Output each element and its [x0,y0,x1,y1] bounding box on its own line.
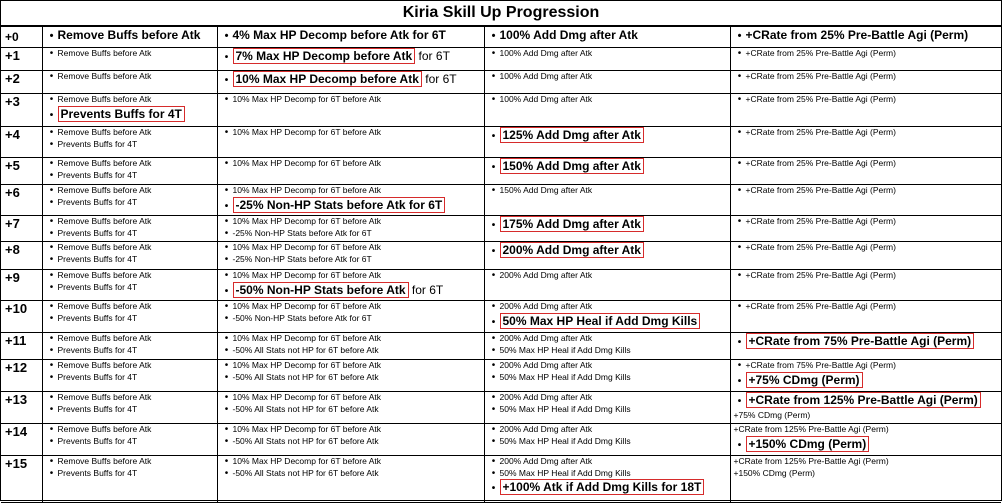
table-row [1,158,1001,185]
effect-cell [42,333,217,360]
effect-text: 100% Add Dmg after Atk [499,48,593,58]
effect-tail: for 6T [408,282,444,297]
highlighted-effect [488,216,727,234]
effect-cell [484,27,730,48]
effect-text: Prevents Buffs for 4T [57,138,138,149]
effect-text: Remove Buffs before Atk [57,424,152,434]
effect-line [221,254,481,266]
effect-line [488,360,727,372]
table-row [1,94,1001,127]
effect-tail: for 6T [415,49,450,63]
effect-line [46,468,214,480]
effect-cell [484,158,730,185]
effect-cell [42,242,217,270]
effect-text: +75% CDmg (Perm) [733,410,811,420]
effect-line [46,185,214,197]
effect-text: 10% Max HP Decomp for 6T before Atk [232,270,382,280]
effect-line [46,282,214,294]
effect-line [734,270,999,282]
effect-text: 50% Max HP Heal if Add Dmg Kills [499,403,631,414]
effect-cell [484,456,730,503]
table-row [1,71,1001,94]
effect-text: +150% CDmg (Perm) [746,436,870,452]
effect-cell [42,456,217,503]
effect-text: 200% Add Dmg after Atk [499,360,593,370]
level-cell: +4 [1,127,42,158]
effect-line [488,71,727,83]
effect-text: Prevents Buffs for 4T [57,312,138,323]
effect-line [734,48,999,60]
effect-text: Prevents Buffs for 4T [57,169,138,180]
table-row [1,48,1001,71]
effect-text: 200% Add Dmg after Atk [499,424,593,434]
effect-text: 10% Max HP Decomp for 6T before Atk [232,127,382,137]
effect-line [734,71,999,83]
effect-cell [484,301,730,333]
effect-line [221,27,481,44]
effect-text: 100% Add Dmg after Atk [499,71,593,81]
effect-text: Prevents Buffs for 4T [57,435,138,446]
effect-text: Remove Buffs before Atk [57,48,152,58]
effect-line [488,436,727,448]
effect-line [734,468,999,480]
effect-cell [217,270,484,301]
effect-cell [730,333,1001,360]
effect-text: 200% Add Dmg after Atk [499,270,593,280]
effect-text: 125% Add Dmg after Atk [500,127,644,143]
effect-line [221,313,481,325]
effect-line [734,424,999,436]
effect-line [46,404,214,416]
effect-cell [484,216,730,242]
effect-line [46,270,214,282]
level-cell: +3 [1,94,42,127]
effect-cell [217,158,484,185]
effect-line [221,158,481,170]
effect-cell [217,392,484,424]
level-cell: +15 [1,456,42,503]
effect-text: 10% Max HP Decomp for 6T before Atk [232,301,382,311]
effect-text: +150% CDmg (Perm) [733,467,815,478]
highlighted-effect [221,197,481,215]
effect-line [46,170,214,182]
effect-text: -50% All Stats not HP for 6T before Atk [232,403,379,414]
effect-text: 10% Max HP Decomp for 6T before Atk [232,360,382,370]
effect-text: 10% Max HP Decomp for 6T before Atk [232,94,382,104]
effect-text: 10% Max HP Decomp for 6T before Atk [232,424,382,434]
effect-cell [217,301,484,333]
effect-cell [42,94,217,127]
effect-line [488,424,727,436]
level-cell: +8 [1,242,42,270]
effect-text: -50% Non-HP Stats before Atk for 6T [232,312,372,323]
effect-line [221,436,481,448]
effect-text: +CRate from 25% Pre-Battle Agi (Perm) [745,48,896,58]
effect-line [221,94,481,106]
effect-text: +CRate from 25% Pre-Battle Agi (Perm) [745,158,896,168]
effect-text: -50% Non-HP Stats before Atk [233,282,409,298]
effect-line [46,424,214,436]
table-header-row [1,27,1001,48]
table-row [1,333,1001,360]
effect-line [46,345,214,357]
effect-cell [484,360,730,392]
effect-cell [217,185,484,216]
table-row [1,127,1001,158]
effect-line [488,468,727,480]
effect-line [46,197,214,209]
effect-cell [484,185,730,216]
effect-cell [484,94,730,127]
effect-line [221,242,481,254]
effect-text: Prevents Buffs for 4T [57,281,138,292]
effect-line [221,404,481,416]
effect-text: 175% Add Dmg after Atk [500,216,644,232]
table-row [1,242,1001,270]
effect-text: Remove Buffs before Atk [57,242,152,252]
effect-line [221,468,481,480]
effect-line [46,48,214,60]
effect-cell [730,392,1001,424]
effect-line [734,127,999,139]
effect-cell [42,158,217,185]
effect-text: Prevents Buffs for 4T [57,196,138,207]
effect-cell [42,71,217,94]
effect-line [221,185,481,197]
effect-cell [484,127,730,158]
level-cell: +0 [1,27,42,48]
highlighted-effect [46,106,214,124]
level-cell: +10 [1,301,42,333]
effect-line [221,127,481,139]
effect-text: +CRate from 75% Pre-Battle Agi (Perm) [745,360,896,370]
highlighted-effect [734,333,999,351]
effect-text: 100% Add Dmg after Atk [499,28,638,42]
effect-text: 10% Max HP Decomp for 6T before Atk [232,158,382,168]
effect-line [488,345,727,357]
effect-line [221,301,481,313]
effect-line [46,158,214,170]
effect-cell [730,27,1001,48]
effect-text: Remove Buffs before Atk [57,28,201,42]
effect-text: Prevents Buffs for 4T [57,467,138,478]
effect-line [734,27,999,44]
effect-text: Remove Buffs before Atk [57,456,152,466]
effect-line [734,185,999,197]
effect-line [488,301,727,313]
effect-cell [484,392,730,424]
effect-text: +CRate from 125% Pre-Battle Agi (Perm) [733,424,889,434]
effect-text: Remove Buffs before Atk [57,127,152,137]
effect-text: -25% Non-HP Stats before Atk for 6T [233,197,446,213]
effect-text: 10% Max HP Decomp for 6T before Atk [232,456,382,466]
effect-cell [217,360,484,392]
effect-text: Remove Buffs before Atk [57,71,152,81]
effect-text: 200% Add Dmg after Atk [499,301,593,311]
effect-text: 50% Max HP Heal if Add Dmg Kills [499,467,631,478]
effect-line [488,270,727,282]
effect-line [46,242,214,254]
effect-text: 10% Max HP Decomp for 6T before Atk [232,392,382,402]
effect-text: Remove Buffs before Atk [57,360,152,370]
effect-line [46,127,214,139]
effect-cell [42,270,217,301]
table-row [1,392,1001,424]
effect-cell [217,127,484,158]
effect-cell [730,127,1001,158]
effect-cell [217,71,484,94]
effect-text: Remove Buffs before Atk [57,158,152,168]
effect-line [46,360,214,372]
effect-line [488,27,727,44]
effect-cell [484,71,730,94]
effect-text: Remove Buffs before Atk [57,270,152,280]
effect-line [488,404,727,416]
effect-cell [217,216,484,242]
table-row [1,216,1001,242]
effect-text: +100% Atk if Add Dmg Kills for 18T [500,479,705,495]
highlighted-effect [488,479,727,497]
effect-cell [484,242,730,270]
effect-text: 10% Max HP Decomp for 6T before Atk [232,242,382,252]
effect-text: Prevents Buffs for 4T [57,344,138,355]
table-row [1,270,1001,301]
effect-line [734,456,999,468]
effect-cell [42,424,217,456]
level-cell: +11 [1,333,42,360]
effect-text: +CRate from 75% Pre-Battle Agi (Perm) [746,333,975,349]
effect-text: Prevents Buffs for 4T [57,227,138,238]
effect-line [46,456,214,468]
effect-text: Remove Buffs before Atk [57,216,152,226]
effect-cell [730,301,1001,333]
level-cell: +6 [1,185,42,216]
table-row [1,360,1001,392]
effect-line [46,139,214,151]
effect-line [221,424,481,436]
effect-line [488,456,727,468]
effect-line [488,94,727,106]
effect-text: +CRate from 25% Pre-Battle Agi (Perm) [745,28,969,42]
level-cell: +2 [1,71,42,94]
effect-cell [730,456,1001,503]
sheet-title: Kiria Skill Up Progression [1,1,1001,26]
effect-line [46,216,214,228]
effect-text: 200% Add Dmg after Atk [499,392,593,402]
effect-text: +CRate from 25% Pre-Battle Agi (Perm) [745,71,896,81]
effect-text: -50% All Stats not HP for 6T before Atk [232,467,379,478]
effect-text: -25% Non-HP Stats before Atk for 6T [232,227,372,238]
level-cell: +14 [1,424,42,456]
effect-text: -50% All Stats not HP for 6T before Atk [232,344,379,355]
effect-text: 7% Max HP Decomp before Atk [233,48,416,64]
level-cell: +1 [1,48,42,71]
effect-line [46,228,214,240]
effect-text: Prevents Buffs for 4T [57,253,138,264]
effect-line [46,27,214,44]
effect-cell [217,94,484,127]
effect-text: Prevents Buffs for 4T [57,371,138,382]
progression-table [1,26,1001,503]
effect-text: 50% Max HP Heal if Add Dmg Kills [499,371,631,382]
effect-cell [730,242,1001,270]
effect-text: +CRate from 25% Pre-Battle Agi (Perm) [745,301,896,311]
effect-line [221,456,481,468]
highlighted-effect [221,48,481,66]
effect-text: +CRate from 125% Pre-Battle Agi (Perm) [733,456,889,466]
effect-text: +CRate from 125% Pre-Battle Agi (Perm) [746,392,981,408]
effect-text: +CRate from 25% Pre-Battle Agi (Perm) [745,216,896,226]
effect-text: Remove Buffs before Atk [57,301,152,311]
effect-line [46,436,214,448]
effect-text: 100% Add Dmg after Atk [499,94,593,104]
effect-line [488,333,727,345]
effect-cell [730,94,1001,127]
effect-line [734,158,999,170]
effect-line [488,48,727,60]
effect-text: Remove Buffs before Atk [57,333,152,343]
effect-cell [42,216,217,242]
effect-text: 10% Max HP Decomp before Atk [233,71,422,87]
effect-text: +CRate from 25% Pre-Battle Agi (Perm) [745,242,896,252]
table-row [1,185,1001,216]
table-row [1,456,1001,503]
effect-line [46,333,214,345]
effect-text: 150% Add Dmg after Atk [499,185,593,195]
table-row [1,424,1001,456]
effect-cell [217,333,484,360]
level-cell: +9 [1,270,42,301]
effect-line [46,392,214,404]
effect-line [734,216,999,228]
effect-text: Remove Buffs before Atk [57,185,152,195]
effect-text: 4% Max HP Decomp before Atk for 6T [232,28,446,42]
effect-cell [42,127,217,158]
effect-line [46,372,214,384]
effect-line [46,71,214,83]
effect-text: 50% Max HP Heal if Add Dmg Kills [499,344,631,355]
effect-cell [217,424,484,456]
effect-cell [730,424,1001,456]
effect-text: 10% Max HP Decomp for 6T before Atk [232,333,382,343]
effect-line [221,360,481,372]
effect-text: 150% Add Dmg after Atk [500,158,644,174]
effect-cell [42,301,217,333]
effect-text: +CRate from 25% Pre-Battle Agi (Perm) [745,185,896,195]
effect-text: 200% Add Dmg after Atk [500,242,644,258]
effect-cell [217,48,484,71]
highlighted-effect [221,71,481,89]
effect-text: +CRate from 25% Pre-Battle Agi (Perm) [745,94,896,104]
effect-text: 200% Add Dmg after Atk [499,456,593,466]
effect-text: +75% CDmg (Perm) [746,372,863,388]
effect-line [734,242,999,254]
effect-line [734,301,999,313]
effect-text: 10% Max HP Decomp for 6T before Atk [232,185,382,195]
effect-line [46,313,214,325]
effect-cell [484,48,730,71]
effect-line [221,228,481,240]
effect-cell [42,360,217,392]
level-cell: +5 [1,158,42,185]
effect-line [488,372,727,384]
highlighted-effect [488,313,727,331]
effect-line [221,372,481,384]
effect-text: 10% Max HP Decomp for 6T before Atk [232,216,382,226]
effect-cell [42,27,217,48]
effect-text: +CRate from 25% Pre-Battle Agi (Perm) [745,127,896,137]
effect-line [221,392,481,404]
effect-cell [730,185,1001,216]
effect-line [734,360,999,372]
effect-text: Remove Buffs before Atk [57,392,152,402]
table-row [1,301,1001,333]
effect-cell [730,158,1001,185]
effect-line [221,270,481,282]
effect-cell [42,48,217,71]
highlighted-effect [734,392,999,410]
effect-text: 50% Max HP Heal if Add Dmg Kills [499,435,631,446]
effect-line [488,392,727,404]
level-cell: +12 [1,360,42,392]
effect-line [488,185,727,197]
effect-line [221,333,481,345]
effect-line [46,94,214,106]
effect-cell [730,270,1001,301]
effect-cell [42,185,217,216]
effect-line [46,254,214,266]
effect-tail: for 6T [421,72,457,86]
highlighted-effect [734,436,999,454]
effect-text: -25% Non-HP Stats before Atk for 6T [232,253,372,264]
effect-line [221,216,481,228]
effect-cell [730,71,1001,94]
effect-cell [484,424,730,456]
effect-cell [730,360,1001,392]
highlighted-effect [488,127,727,145]
effect-text: -50% All Stats not HP for 6T before Atk [232,371,379,382]
effect-line [46,301,214,313]
effect-text: 50% Max HP Heal if Add Dmg Kills [500,313,701,329]
effect-cell [730,48,1001,71]
effect-text: Prevents Buffs for 4T [57,403,138,414]
highlighted-effect [488,242,727,260]
effect-text: 200% Add Dmg after Atk [499,333,593,343]
effect-line [734,410,999,422]
effect-line [734,94,999,106]
effect-cell [484,270,730,301]
effect-text: Remove Buffs before Atk [57,94,152,104]
highlighted-effect [488,158,727,176]
effect-cell [217,242,484,270]
highlighted-effect [734,372,999,390]
level-cell: +7 [1,216,42,242]
effect-cell [484,333,730,360]
highlighted-effect [221,282,481,300]
effect-cell [730,216,1001,242]
effect-text: +CRate from 25% Pre-Battle Agi (Perm) [745,270,896,280]
effect-cell [217,456,484,503]
effect-text: Prevents Buffs for 4T [58,106,185,122]
level-cell: +13 [1,392,42,424]
effect-cell [42,392,217,424]
effect-cell [217,27,484,48]
effect-line [221,345,481,357]
effect-text: -50% All Stats not HP for 6T before Atk [232,435,379,446]
